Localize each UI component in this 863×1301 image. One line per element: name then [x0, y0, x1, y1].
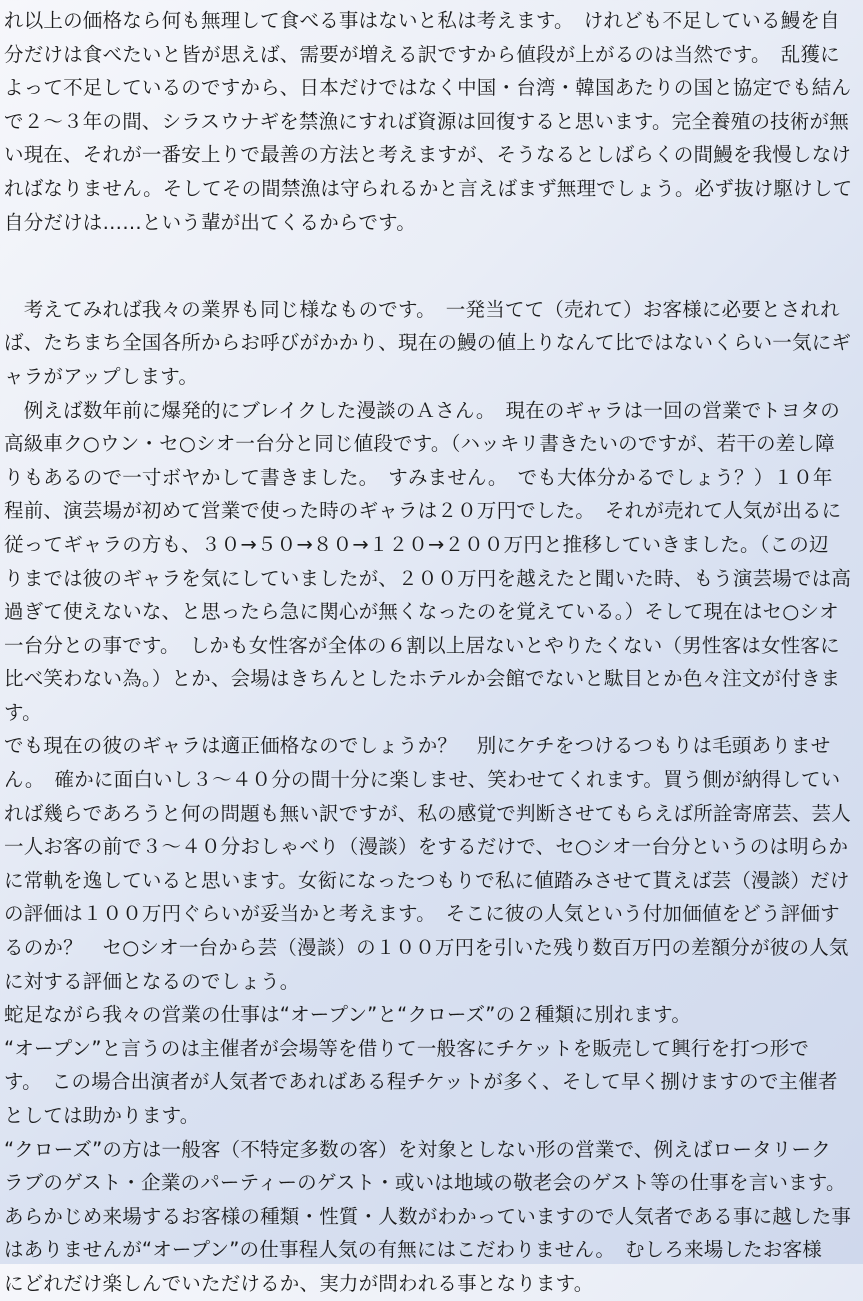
- paragraph: [4, 394, 857, 730]
- paragraph-spacer: [4, 239, 857, 273]
- text-line: としては助かります。: [4, 1104, 200, 1127]
- text-line: でも現在の彼のギャラは適正価格なのでしょうか？ 別にケチをつけるつもりは毛頭ありませ: [4, 734, 831, 758]
- text-line: 過ぎて使えないな、と思ったら急に関心が無くなったのを覚えている。）そして現在はセ○シオ: [4, 600, 839, 624]
- paragraph: [4, 1032, 857, 1133]
- text-line: 一台分との事です。 しかも女性客が全体の６割以上居ないとやりたくない（男性客は女性客に: [4, 633, 840, 657]
- text-line: に対する評価となるのでしょう。: [4, 969, 300, 993]
- paragraph: [4, 729, 857, 998]
- text-line: 例えば数年前に爆発的にブレイクした漫談のＡさん。 現在のギャラは一回の営業でトヨタの: [4, 398, 840, 422]
- text-line: あらかじめ来場するお客様の種類・性質・人数がわかっていますので人気者である事に越した事: [4, 1204, 852, 1228]
- text-line: れば幾らであろうと何の問題も無い訳ですが、私の感覚で判断させてもらえば所詮寄席芸、芸人: [4, 801, 851, 825]
- text-line: ャラがアップします。: [4, 364, 199, 388]
- text-line: の評価は１００万円ぐらいが妥当かと考えます。 そこに彼の人気という付加価値をどう評価す: [4, 902, 840, 926]
- text-line: す。 この場合出演者が人気者であればある程チケットが多く、そして早く捌けますので主催者: [4, 1070, 838, 1094]
- text-line: に常軌を逸していると思います。女衒になったつもりで私に値踏みさせて貰えば芸（漫談）だけ: [4, 868, 850, 892]
- text-line: れ以上の価格なら何も無理して食べる事はないと私は考えます。 けれども不足している鰻を自: [4, 9, 840, 32]
- text-line: ん。 確かに面白いし３～４０分の間十分に楽しませ、笑わせてくれます。買う側が納得してい: [4, 768, 841, 792]
- paragraph: [4, 4, 857, 239]
- text-line: るのか？ セ○シオ一台から芸（漫談）の１００万円を引いた残り数百万円の差額分が彼の人気: [4, 936, 849, 960]
- text-line: “オープン”と言うのは主催者が会場等を借りて一般客にチケットを販売して興行を打つ形で: [4, 1036, 810, 1060]
- text-line: 従ってギャラの方も、３０→５０→８０→１２０→２００万円と推移していきました。（この辺: [4, 532, 829, 556]
- text-line: 程前、演芸場が初めて営業で使った時のギャラは２０万円でした。 それが売れて人気が出るに: [4, 499, 842, 523]
- paragraph: [4, 1133, 857, 1301]
- text-line: ば、たちまち全国各所からお呼びがかかり、現在の鰻の値上りなんて比ではないくらい一気にギ: [4, 331, 852, 355]
- text-line: 蛇足ながら我々の営業の仕事は“オープン”と“クローズ”の２種類に別れます。: [4, 1003, 692, 1027]
- text-line: ればなりません。そしてその間禁漁は守られるかと言えばまず無理でしょう。必ず抜け駆けして: [4, 176, 853, 200]
- paragraph: [4, 293, 857, 394]
- text-line: 分だけは食べたいと皆が思えば、需要が増える訳ですから値段が上がるのは当然です。 乱獲に: [4, 42, 840, 66]
- text-line: はありませんが“オープン”の仕事程人気の有無にはこだわりません。 むしろ来場したお客様: [4, 1238, 822, 1262]
- text-line: よって不足しているのですから、日本だけではなく中国・台湾・韓国あたりの国と協定でも結ん: [4, 76, 852, 100]
- text-line: 高級車ク○ウン・セ○シオ一台分と同じ値段です。（ハッキリ書きたいのですが、若干の差し障: [4, 432, 835, 456]
- text-line: にどれだけ楽しんでいただけるか、実力が問われる事となります。: [4, 1271, 594, 1295]
- text-line: す。: [4, 700, 42, 724]
- text-line: ラブのゲスト・企業のパーティーのゲスト・或いは地域の敬老会のゲスト等の仕事を言います。: [4, 1171, 846, 1195]
- text-line: い現在、それが一番安上りで最善の方法と考えますが、そうなるとしばらくの間鰻を我慢しなけ: [4, 143, 852, 167]
- text-line: 自分だけは……という輩が出てくるからです。: [4, 210, 416, 234]
- paragraph: [4, 998, 857, 1032]
- text-line: りまでは彼のギャラを気にしていましたが、２００万円を越えたと聞いた時、もう演芸場では高: [4, 566, 852, 590]
- text-line: 一人お客の前で３～４０分おしゃべり（漫談）をするだけで、セ○シオ一台分というのは明らか: [4, 835, 849, 859]
- text-line: 比べ笑わない為。）とか、会場はきちんとしたホテルか会館でないと駄目とか色々注文が付きま: [4, 667, 841, 691]
- paragraph-spacer: [4, 273, 857, 293]
- text-line: りもあるので一寸ボヤかして書きました。 すみません。 でも大体分かるでしょう？）１０年: [4, 465, 833, 489]
- text-line: “クローズ”の方は一般客（不特定多数の客）を対象としない形の営業で、例えばロータリーク: [4, 1137, 831, 1161]
- text-line: 考えてみれば我々の業界も同じ様なものです。 一発当てて（売れて）お客様に必要とされれ: [4, 297, 840, 321]
- text-line: で２～３年の間、シラスウナギを禁漁にすれば資源は回復すると思います。完全養殖の技術が無: [4, 109, 849, 133]
